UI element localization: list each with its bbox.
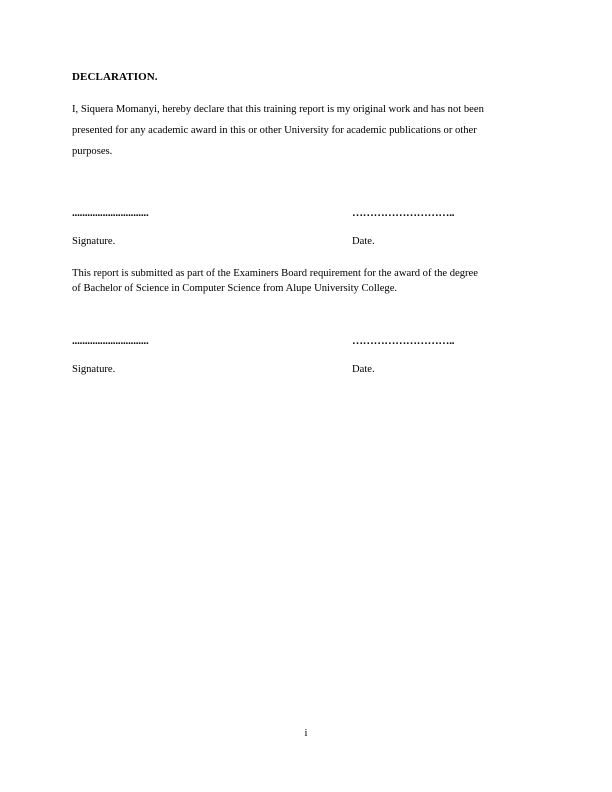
signature-line-1: .............................. xyxy=(72,207,149,219)
date-label-1: Date. xyxy=(352,236,375,247)
date-line-2: ……………………….. xyxy=(352,335,455,347)
declaration-heading: DECLARATION. xyxy=(72,71,158,83)
submission-statement xyxy=(72,267,548,296)
submission-line-1: This report is submitted as part of the Examiners Board requirement for the award of the degree xyxy=(72,268,478,279)
declaration-statement xyxy=(72,99,548,162)
page-number: i xyxy=(304,728,308,739)
declaration-line-2: presented for any academic award in this or other University for academic publications or other xyxy=(72,125,477,136)
signature-line-2: .............................. xyxy=(72,335,149,347)
submission-line-2: of Bachelor of Science in Computer Science from Alupe University College. xyxy=(72,282,398,294)
declaration-line-3: purposes. xyxy=(72,146,113,157)
declaration-line-1: I, Siquera Momanyi, hereby declare that this training report is my original work and has not been xyxy=(72,104,484,115)
date-line-1: ……………………….. xyxy=(352,207,455,219)
date-label-2: Date. xyxy=(352,364,375,375)
signature-label-1: Signature. xyxy=(72,236,116,247)
signature-label-2: Signature. xyxy=(72,364,116,375)
